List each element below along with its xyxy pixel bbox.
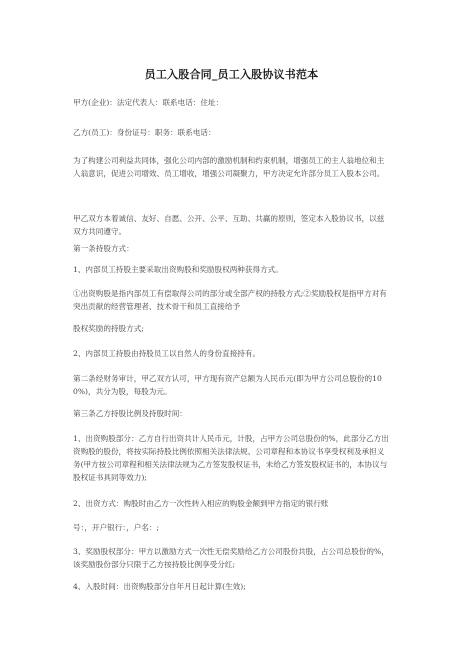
paragraph-bank-account: 号：，开户银行：，户名：; xyxy=(73,523,160,532)
document-title: 员工入股合同_员工入股协议书范本 xyxy=(144,68,319,81)
paragraph-article-3-item-1: 1、出资购股部分：乙方自行出资共计人民币元，计股，占甲方公司总股份的%，此部分乙方出资购股的股份，将按实际持股比例依照相关法律法规、公司章程和本协议书享受权利及承担义务(甲方按公司章程和相关法律法规为乙方签发股权证书，未给乙方签发股权证书的，本协议与股权证书具同等效力); xyxy=(73,434,389,482)
paragraph-purpose: 为了构建公司利益共同体，强化公司内部的激励机制和约束机制，增强员工的主人翁地位和主人翁意识，促进公司增效、员工增收，增强公司凝聚力，甲方决定允许部分员工入股本公司。 xyxy=(73,156,385,178)
paragraph-article-1-detail-cont: 股权奖励的持股方式; xyxy=(73,324,144,333)
paragraph-party-a: 甲方(企业)：法定代表人：联系电话：住址： xyxy=(73,98,224,107)
paragraph-article-3-heading: 第三条乙方持股比例及持股时间： xyxy=(73,409,187,418)
paragraph-article-3-item-4: 4、入股时间：出资购股部分自年月日起计算(生效); xyxy=(73,582,246,591)
paragraph-article-1-item-2: 2、内部员工持股由持股员工以自然人的身份直接持有。 xyxy=(73,349,261,358)
paragraph-article-1-item-1: 1、内部员工持股主要采取出资购股和奖励股权两种获得方式。 xyxy=(73,265,283,274)
paragraph-party-b: 乙方(员工)：身份证号：职务：联系电话： xyxy=(73,128,216,137)
paragraph-article-1-heading: 第一条持股方式： xyxy=(73,244,134,253)
paragraph-article-1-detail: ①出资购股是指内部员工有偿取得公司的部分或全部产权的持股方式;②奖励股权是指甲方对有突出贡献的经营管理者、技术骨干和员工直接给予 xyxy=(73,289,387,311)
paragraph-article-3-item-3: 3、奖励股权部分：甲方以激励方式一次性无偿奖励给乙方公司股份共股，占公司总股份的%，该奖励股份部分只限于乙方按持股比例享受分红; xyxy=(73,547,389,569)
paragraph-principles: 甲乙双方本着诚信、友好、自愿、公开、公平、互助、共赢的原则，签定本入股协议书，以兹双方共同遵守。 xyxy=(73,214,385,236)
paragraph-article-3-item-2: 2、出资方式：购股时由乙方一次性转入相应的购股金额到甲方指定的银行账 xyxy=(73,499,329,508)
paragraph-article-2: 第二条经财务审计，甲乙双方认可，甲方现有资产总额为人民币元(即为甲方公司总股份的100%)，共分为股，每股为元。 xyxy=(73,374,382,396)
